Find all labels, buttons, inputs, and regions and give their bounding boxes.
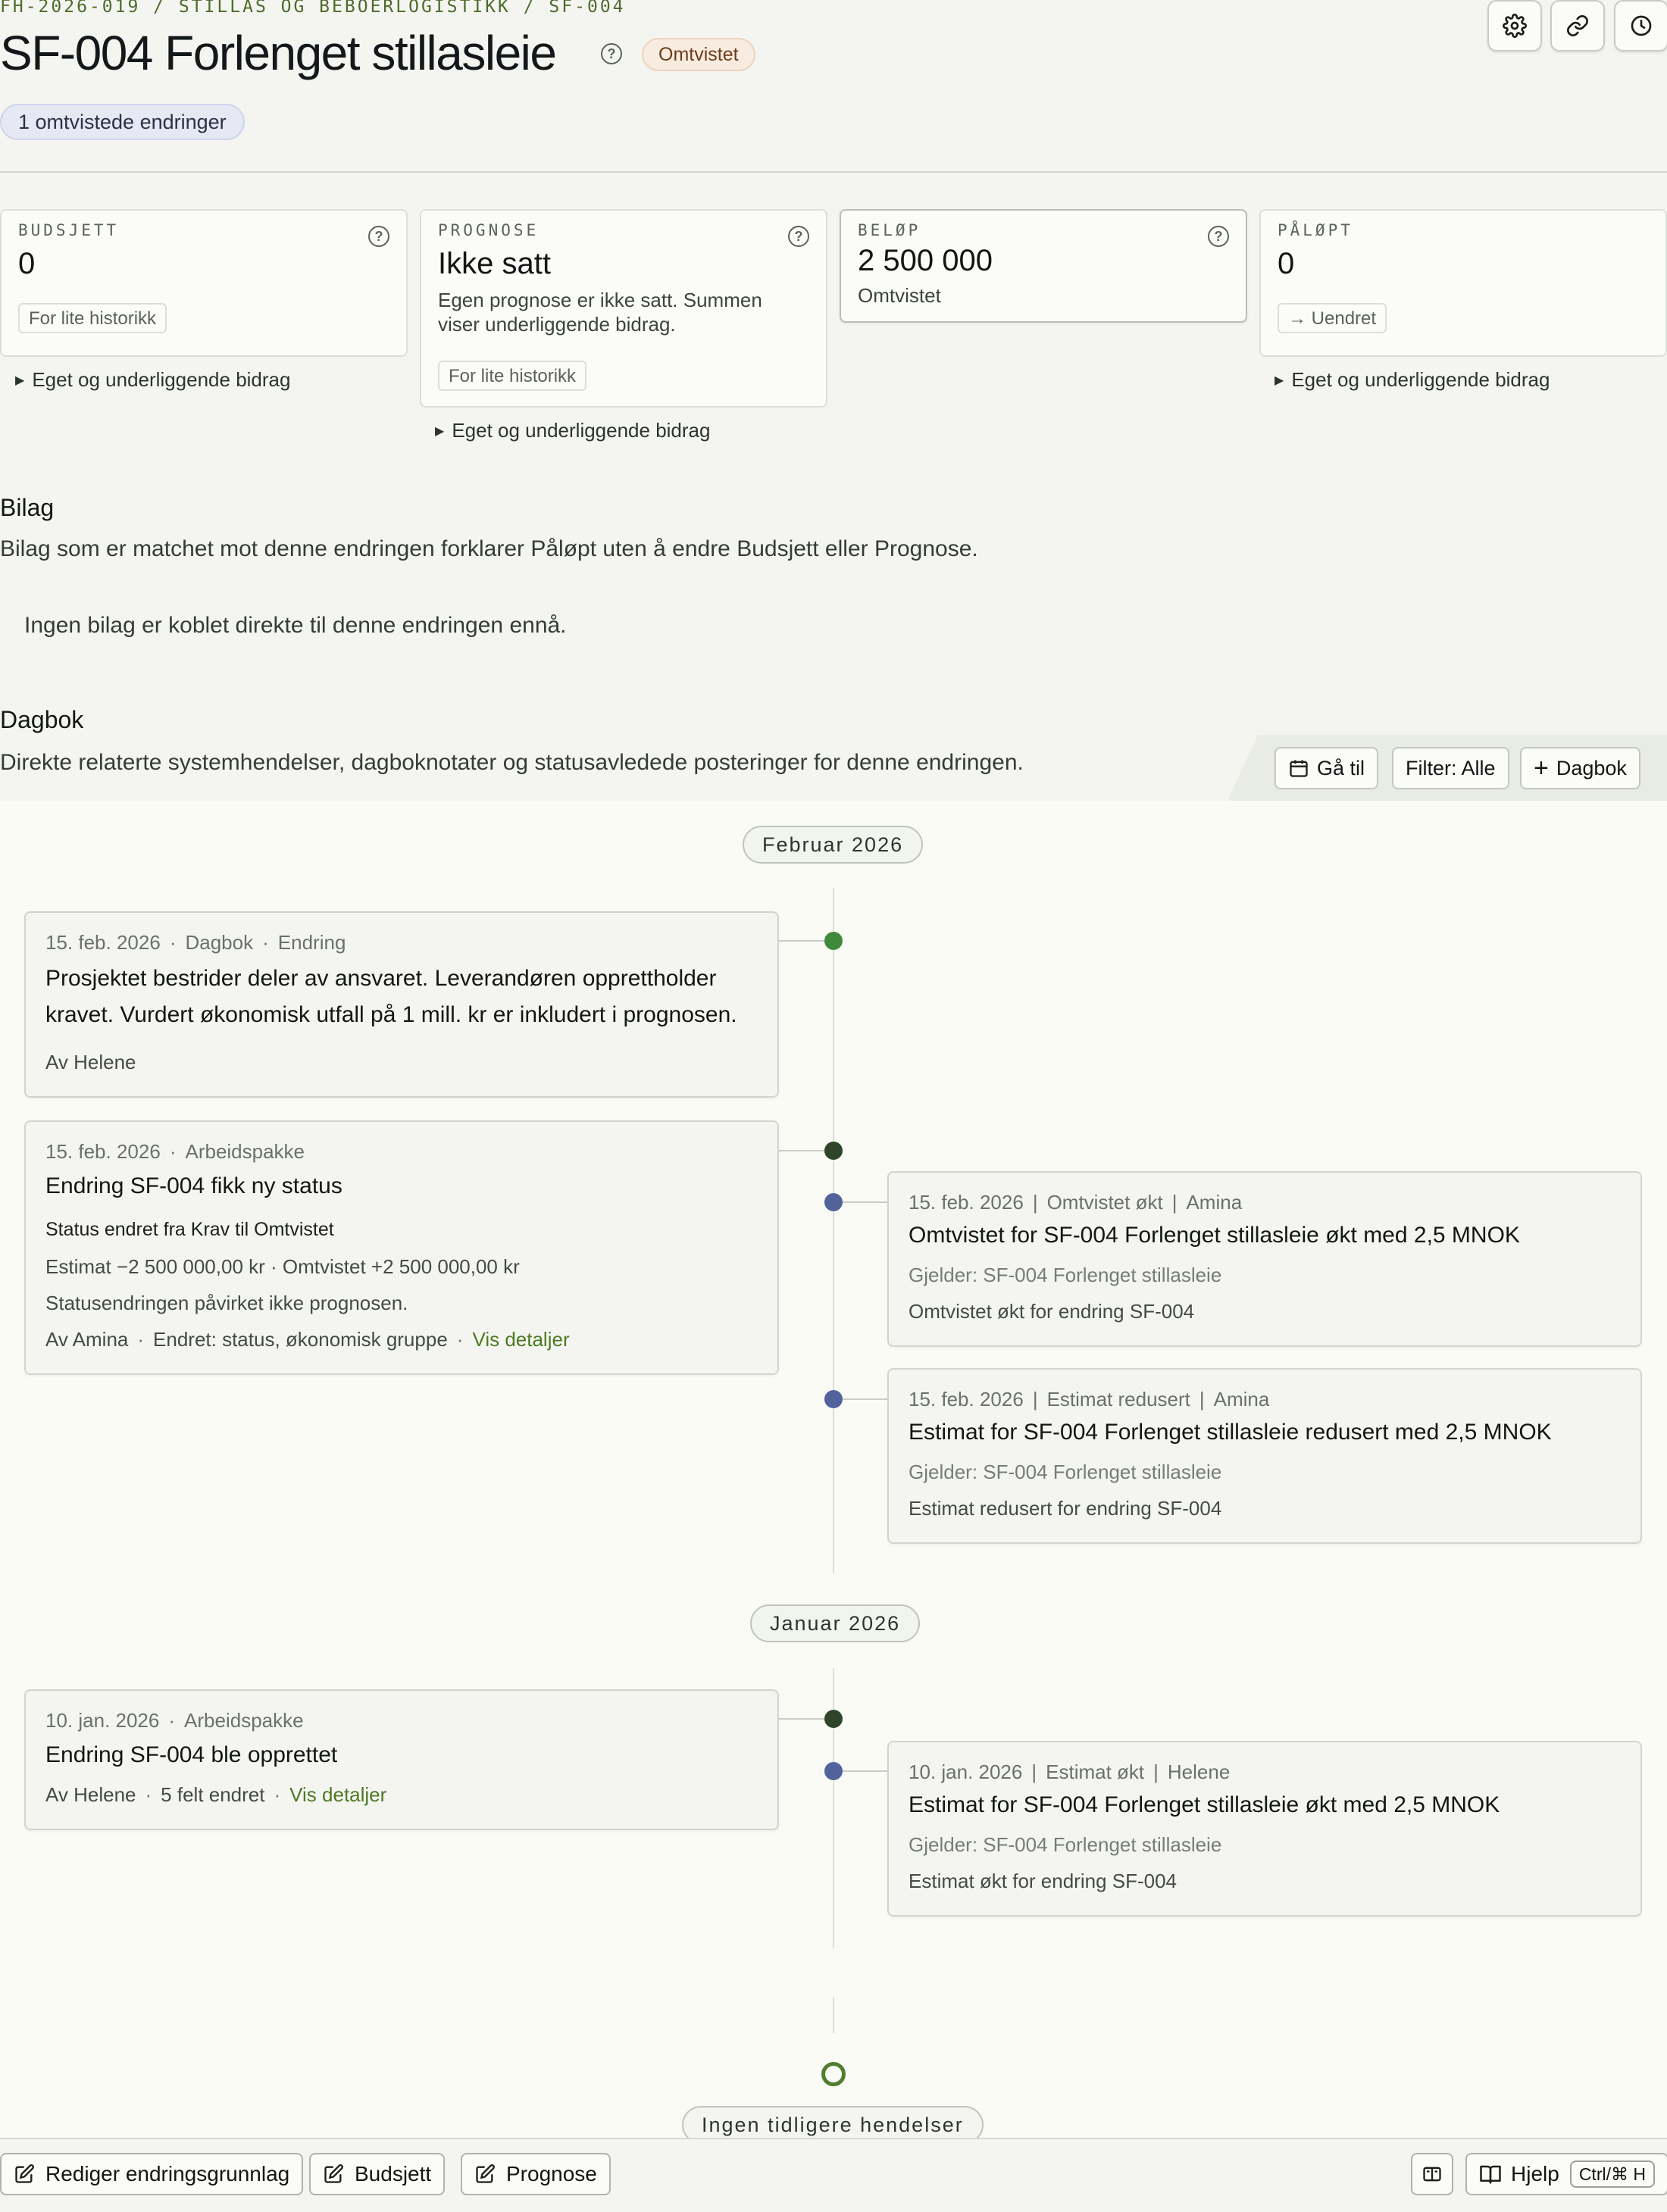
event-card[interactable]: 15. feb. 2026 · Dagbok · Endring Prosjektet bestrider deler av ansvaret. Leverandøren opprettholder kravet. Vurdert økonomisk utfall på 1 mill. kr er inkludert i prognosen. Av Helene	[24, 911, 779, 1098]
event-note: Statusendringen påvirket ikke prognosen.	[45, 1292, 408, 1314]
link-icon	[1565, 14, 1590, 38]
event-title: Prosjektet bestrider deler av ansvaret. Leverandøren opprettholder	[45, 966, 717, 991]
edit-icon	[14, 2164, 35, 2185]
edit-icon	[474, 2164, 496, 2185]
unchanged-tag: → Uendret	[1278, 303, 1387, 333]
calendar-icon	[1288, 758, 1309, 779]
vouchers-description: Bilag som er matchet mot denne endringen forklarer Påløpt uten å endre Budsjett eller Prognose.	[0, 536, 978, 561]
reader-view-button[interactable]	[1411, 2153, 1453, 2195]
goto-button[interactable]: Gå til	[1274, 747, 1378, 789]
timeline-dot	[824, 1710, 843, 1728]
log-heading: Dagbok	[0, 706, 84, 733]
status-change: Status endret fra Krav til Omtvistet	[45, 1219, 334, 1240]
kpi-description: Egen prognose er ikke satt. Summen viser underliggende bidrag.	[438, 289, 762, 336]
vouchers-empty: Ingen bilag er koblet direkte til denne endringen ennå.	[24, 613, 567, 638]
kpi-budget-card	[0, 209, 408, 357]
help-button[interactable]: Hjelp Ctrl/⌘ H	[1465, 2153, 1667, 2195]
shortcut-hint: Ctrl/⌘ H	[1570, 2160, 1655, 2188]
history-tag: For lite historikk	[18, 303, 167, 333]
timeline-dot	[824, 1762, 843, 1780]
kpi-accrued-card	[1259, 209, 1667, 357]
kpi-sub: Omtvistet	[858, 284, 941, 307]
divider	[0, 171, 1667, 173]
timeline-dot	[824, 1142, 843, 1160]
budget-button[interactable]: Budsjett	[309, 2153, 445, 2195]
timeline-line	[833, 888, 834, 1573]
help-icon[interactable]: ?	[368, 226, 389, 247]
vouchers-heading: Bilag	[0, 494, 55, 521]
book-icon	[1479, 2163, 1502, 2185]
edit-icon	[323, 2164, 344, 2185]
timeline-line	[833, 1997, 834, 2033]
event-card[interactable]: 15. feb. 2026 · Arbeidspakke Endring SF-004 fikk ny status Status endret fra Krav til Omtvistet Estimat −2 500 000,00 kr · Omtvistet +2 500 000,00 kr Statusendringen påvirket ikke prognosen. Av Amina · Endret: status, økonomisk gruppe · Vis detaljer	[24, 1120, 779, 1375]
log-description: Direkte relaterte systemhendelser, dagboknotater og statusavledede posteringer for denne endringen.	[0, 750, 1024, 775]
accrued-disclosure[interactable]: ▶ Eget og underliggende bidrag	[1274, 368, 1550, 392]
posting-applies: Gjelder: SF-004 Forlenget stillasleie	[909, 1833, 1222, 1856]
posting-title: Omtvistet for SF-004 Forlenget stillasleie økt med 2,5 MNOK	[909, 1223, 1520, 1248]
help-icon[interactable]: ?	[601, 43, 622, 64]
link-button[interactable]	[1550, 0, 1605, 52]
kpi-value: Ikke satt	[438, 247, 551, 280]
event-title: Endring SF-004 ble opprettet	[45, 1742, 338, 1767]
page-title: SF-004 Forlenget stillasleie	[0, 26, 556, 80]
settings-button[interactable]	[1487, 0, 1542, 52]
posting-body: Omtvistet økt for endring SF-004	[909, 1300, 1195, 1323]
help-icon[interactable]: ?	[1208, 226, 1229, 247]
event-title: kravet. Vurdert økonomisk utfall på 1 mill. kr er inkludert i prognosen.	[45, 1002, 737, 1027]
event-title: Endring SF-004 fikk ny status	[45, 1173, 342, 1198]
timeline-end-dot	[821, 2062, 846, 2086]
posting-card[interactable]: 10. jan. 2026 | Estimat økt | Helene Estimat for SF-004 Forlenget stillasleie økt med 2,5 MNOK Gjelder: SF-004 Forlenget stillasleie Estimat økt for endring SF-004	[887, 1741, 1642, 1917]
posting-applies: Gjelder: SF-004 Forlenget stillasleie	[909, 1461, 1222, 1483]
posting-body: Estimat redusert for endring SF-004	[909, 1497, 1222, 1520]
clock-icon	[1629, 14, 1653, 38]
posting-title: Estimat for SF-004 Forlenget stillasleie økt med 2,5 MNOK	[909, 1792, 1500, 1817]
gear-icon	[1503, 14, 1527, 38]
budget-disclosure[interactable]: ▶ Eget og underliggende bidrag	[15, 368, 290, 392]
kpi-value: 2 500 000	[858, 244, 993, 277]
amount-change: Estimat −2 500 000,00 kr · Omtvistet +2 500 000,00 kr	[45, 1255, 520, 1278]
history-tag: For lite historikk	[438, 361, 586, 391]
plus-icon: +	[1534, 754, 1549, 783]
arrow-right-icon: →	[1288, 308, 1312, 329]
posting-card[interactable]: 15. feb. 2026 | Omtvistet økt | Amina Omtvistet for SF-004 Forlenget stillasleie økt med 2,5 MNOK Gjelder: SF-004 Forlenget stillasleie Omtvistet økt for endring SF-004	[887, 1171, 1642, 1347]
kpi-label: PÅLØPT	[1278, 221, 1353, 239]
edit-basis-button[interactable]: Rediger endringsgrunnlag	[0, 2153, 303, 2195]
no-earlier-events: Ingen tidligere hendelser	[682, 2106, 984, 2144]
event-author: Av Helene	[45, 1051, 136, 1073]
filter-button[interactable]: Filter: Alle	[1392, 747, 1509, 789]
kpi-label: PROGNOSE	[438, 221, 540, 239]
posting-title: Estimat for SF-004 Forlenget stillasleie redusert med 2,5 MNOK	[909, 1420, 1552, 1445]
help-icon[interactable]: ?	[788, 226, 809, 247]
disputed-changes-pill[interactable]: 1 omtvistede endringer	[0, 104, 245, 140]
timeline-dot	[824, 932, 843, 950]
details-link[interactable]: Vis detaljer	[289, 1783, 387, 1806]
history-button[interactable]	[1614, 0, 1667, 52]
timeline-dot	[824, 1193, 843, 1211]
details-link[interactable]: Vis detaljer	[472, 1328, 570, 1351]
month-label: Februar 2026	[743, 826, 923, 864]
kpi-forecast-card	[420, 209, 827, 408]
event-card[interactable]: 10. jan. 2026 · Arbeidspakke Endring SF-004 ble opprettet Av Helene · 5 felt endret · Vis detaljer	[24, 1689, 779, 1830]
kpi-amount-card	[840, 209, 1247, 323]
forecast-button[interactable]: Prognose	[461, 2153, 611, 2195]
posting-body: Estimat økt for endring SF-004	[909, 1870, 1178, 1892]
forecast-disclosure[interactable]: ▶ Eget og underliggende bidrag	[435, 419, 710, 442]
posting-card[interactable]: 15. feb. 2026 | Estimat redusert | Amina Estimat for SF-004 Forlenget stillasleie redusert med 2,5 MNOK Gjelder: SF-004 Forlenget stillasleie Estimat redusert for endring SF-004	[887, 1368, 1642, 1544]
status-badge: Omtvistet	[642, 38, 755, 71]
kpi-value: 0	[18, 247, 36, 280]
timeline-dot	[824, 1390, 843, 1408]
panel-icon	[1421, 2164, 1443, 2185]
kpi-value: 0	[1278, 247, 1295, 280]
posting-applies: Gjelder: SF-004 Forlenget stillasleie	[909, 1264, 1222, 1286]
kpi-label: BELØP	[858, 221, 921, 239]
kpi-label: BUDSJETT	[18, 221, 120, 239]
breadcrumb[interactable]: FH-2026-019 / STILLAS OG BEBOERLOGISTIKK / SF-004	[0, 0, 626, 17]
month-label: Januar 2026	[750, 1604, 920, 1642]
add-log-button[interactable]: + Dagbok	[1520, 747, 1640, 789]
